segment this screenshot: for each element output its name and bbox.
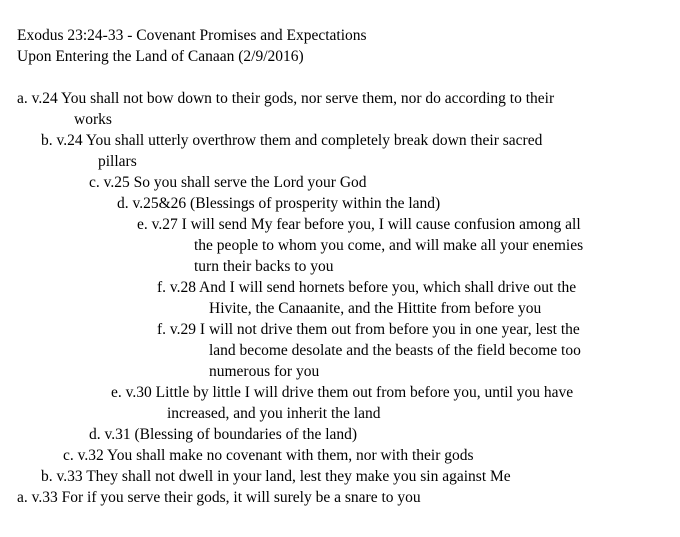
outline-item-text: e. v.27 I will send My fear before you, I will cause confusion among all bbox=[137, 216, 581, 233]
outline-item-text: b. v.24 You shall utterly overthrow them and completely break down their sacred bbox=[41, 132, 543, 149]
outline-item-text: a. v.33 For if you serve their gods, it will surely be a snare to you bbox=[17, 489, 421, 506]
outline-item-a-v24 bbox=[0, 88, 680, 130]
outline-item-f-v28 bbox=[0, 277, 680, 319]
outline-item-continuation: land become desolate and the beasts of the field become too bbox=[209, 342, 581, 359]
outline-item-text: d. v.25&26 (Blessings of prosperity within the land) bbox=[117, 195, 441, 212]
outline-item-c-v32 bbox=[0, 445, 680, 466]
outline-item-continuation: the people to whom you come, and will make all your enemies bbox=[194, 237, 584, 254]
outline-item-text: b. v.33 They shall not dwell in your land, lest they make you sin against Me bbox=[41, 468, 511, 485]
outline-item-e-v27 bbox=[0, 214, 680, 277]
outline-item-continuation: numerous for you bbox=[209, 363, 320, 380]
outline-item-e-v30 bbox=[0, 382, 680, 424]
outline-item-continuation: Hivite, the Canaanite, and the Hittite from before you bbox=[209, 300, 542, 317]
outline-item-continuation: pillars bbox=[98, 153, 137, 170]
outline-item-text: d. v.31 (Blessing of boundaries of the land) bbox=[89, 426, 358, 443]
outline-item-text: e. v.30 Little by little I will drive them out from before you, until you have bbox=[111, 384, 574, 401]
outline-item-c-v25 bbox=[0, 172, 680, 193]
title-line-1: Exodus 23:24-33 - Covenant Promises and Expectations bbox=[17, 27, 367, 44]
outline-item-text: c. v.25 So you shall serve the Lord your God bbox=[89, 174, 367, 191]
outline-item-continuation: turn their backs to you bbox=[194, 258, 334, 275]
document-title bbox=[17, 25, 367, 67]
outline-item-text: f. v.28 And I will send hornets before you, which shall drive out the bbox=[157, 279, 577, 296]
outline-item-continuation: works bbox=[74, 111, 112, 128]
outline-item-d-v25-26 bbox=[0, 193, 680, 214]
outline-item-f-v29 bbox=[0, 319, 680, 382]
outline-item-continuation: increased, and you inherit the land bbox=[167, 405, 381, 422]
outline-item-text: a. v.24 You shall not bow down to their gods, nor serve them, nor do according to their bbox=[17, 90, 555, 107]
outline-item-a-v33 bbox=[0, 487, 680, 508]
outline-list bbox=[0, 88, 680, 508]
outline-item-text: c. v.32 You shall make no covenant with them, nor with their gods bbox=[63, 447, 474, 464]
outline-item-d-v31 bbox=[0, 424, 680, 445]
outline-item-b-v24 bbox=[0, 130, 680, 172]
outline-item-text: f. v.29 I will not drive them out from before you in one year, lest the bbox=[157, 321, 580, 338]
outline-item-b-v33 bbox=[0, 466, 680, 487]
title-line-2: Upon Entering the Land of Canaan (2/9/2016) bbox=[17, 48, 304, 65]
